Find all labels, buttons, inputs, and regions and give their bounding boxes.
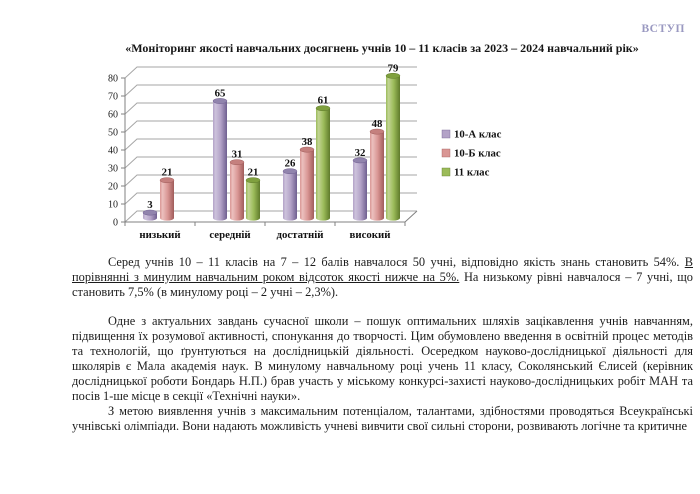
bar-value-label: 31 xyxy=(231,148,243,161)
y-tick-label: 20 xyxy=(108,181,118,193)
body-text xyxy=(72,255,693,434)
bar-cylinder xyxy=(300,150,314,218)
p1-underlined-text: В порівнянні з минулим навчальним роком відсоток якості нижче на 5%. xyxy=(72,255,693,284)
bar-cylinder xyxy=(370,132,384,218)
y-tick-label: 60 xyxy=(108,109,118,121)
p1-text-after: На низькому рівні навчалося – 7 учні, що становить 7,5% (в минулому році – 2 учні – 2,3%). xyxy=(72,270,693,299)
legend-label: 11 клас xyxy=(454,166,490,179)
bar-value-label: 21 xyxy=(247,166,259,179)
document-title: «Моніторинг якості навчальних досягнень учнів 10 – 11 класів за 2023 – 2024 навчальний рік» xyxy=(125,41,639,55)
paragraph-quality-stats xyxy=(72,255,693,300)
y-tick-label: 10 xyxy=(108,199,118,211)
gridline xyxy=(125,85,417,96)
gridline xyxy=(125,67,417,78)
bar-cylinder xyxy=(230,162,244,218)
legend-label: 10-А клас xyxy=(454,128,502,141)
y-tick-label: 50 xyxy=(108,127,118,139)
legend-swatch xyxy=(442,130,450,138)
bar-value-label: 26 xyxy=(284,157,296,170)
bar-cylinder xyxy=(386,76,400,218)
bar-cylinder xyxy=(353,160,367,218)
bar-value-label: 65 xyxy=(214,87,226,100)
category-label: низький xyxy=(139,229,181,241)
bar-value-label: 3 xyxy=(147,199,153,212)
results-chart xyxy=(90,55,580,251)
legend-label: 10-Б клас xyxy=(454,147,501,160)
legend-swatch xyxy=(442,149,450,157)
category-label: середній xyxy=(209,229,251,241)
bar-value-label: 32 xyxy=(354,146,366,159)
bar-cylinder xyxy=(160,180,174,218)
category-label: достатній xyxy=(276,229,324,241)
chart-svg xyxy=(90,55,580,251)
bar-value-label: 38 xyxy=(301,136,313,149)
y-tick-label: 30 xyxy=(108,163,118,175)
bar-value-label: 61 xyxy=(317,94,329,107)
bar-cylinder xyxy=(316,108,330,218)
legend-swatch xyxy=(442,168,450,176)
y-tick-label: 80 xyxy=(108,73,118,85)
category-label: високий xyxy=(349,229,391,241)
bar-cylinder xyxy=(213,101,227,218)
y-tick-label: 40 xyxy=(108,145,118,157)
p1-text-before: Серед учнів 10 – 11 класів на 7 – 12 балів навчалося 50 учні, відповідно якість знань становить 54%. xyxy=(108,255,685,269)
bar-value-label: 79 xyxy=(387,62,399,75)
section-heading: ВСТУП xyxy=(641,23,685,35)
y-tick-label: 0 xyxy=(113,217,118,229)
bar-value-label: 21 xyxy=(161,166,173,179)
paragraph-olympiads: З метою виявлення учнів з максимальним потенціалом, талантами, здібностями проводяться Всеукраїнські учнівські олімпіади. Вони надають можливість учневі вивчити свої сильні сторони, розвивають логічне та критичне xyxy=(72,404,693,433)
bar-cylinder xyxy=(246,180,260,218)
paragraph-man-research: Одне з актуальних завдань сучасної школи – пошук оптимальних шляхів зацікавлення учнів навчанням, підвищення їх розумової активності, спонукання до творчості. Цим обумовлено введення в освітній процес методів та технологій, що ґрунтуються на дослідницькій діяльності. Осередком науково-дослідницької діяльності для школярів є Мала академія наук. В минулому навчальному році учень 11 класу, Соколянський Єлисей (керівник дослідницької роботи Бондарь Н.П.) брав участь у міському конкурсі-захисті науково-дослідницьких робіт МАН та посів 1-ше місце в секції «Технічні науки». xyxy=(72,314,693,403)
bar-value-label: 48 xyxy=(371,118,383,131)
bar-cylinder xyxy=(283,171,297,218)
y-tick-label: 70 xyxy=(108,91,118,103)
gridline xyxy=(125,103,417,114)
